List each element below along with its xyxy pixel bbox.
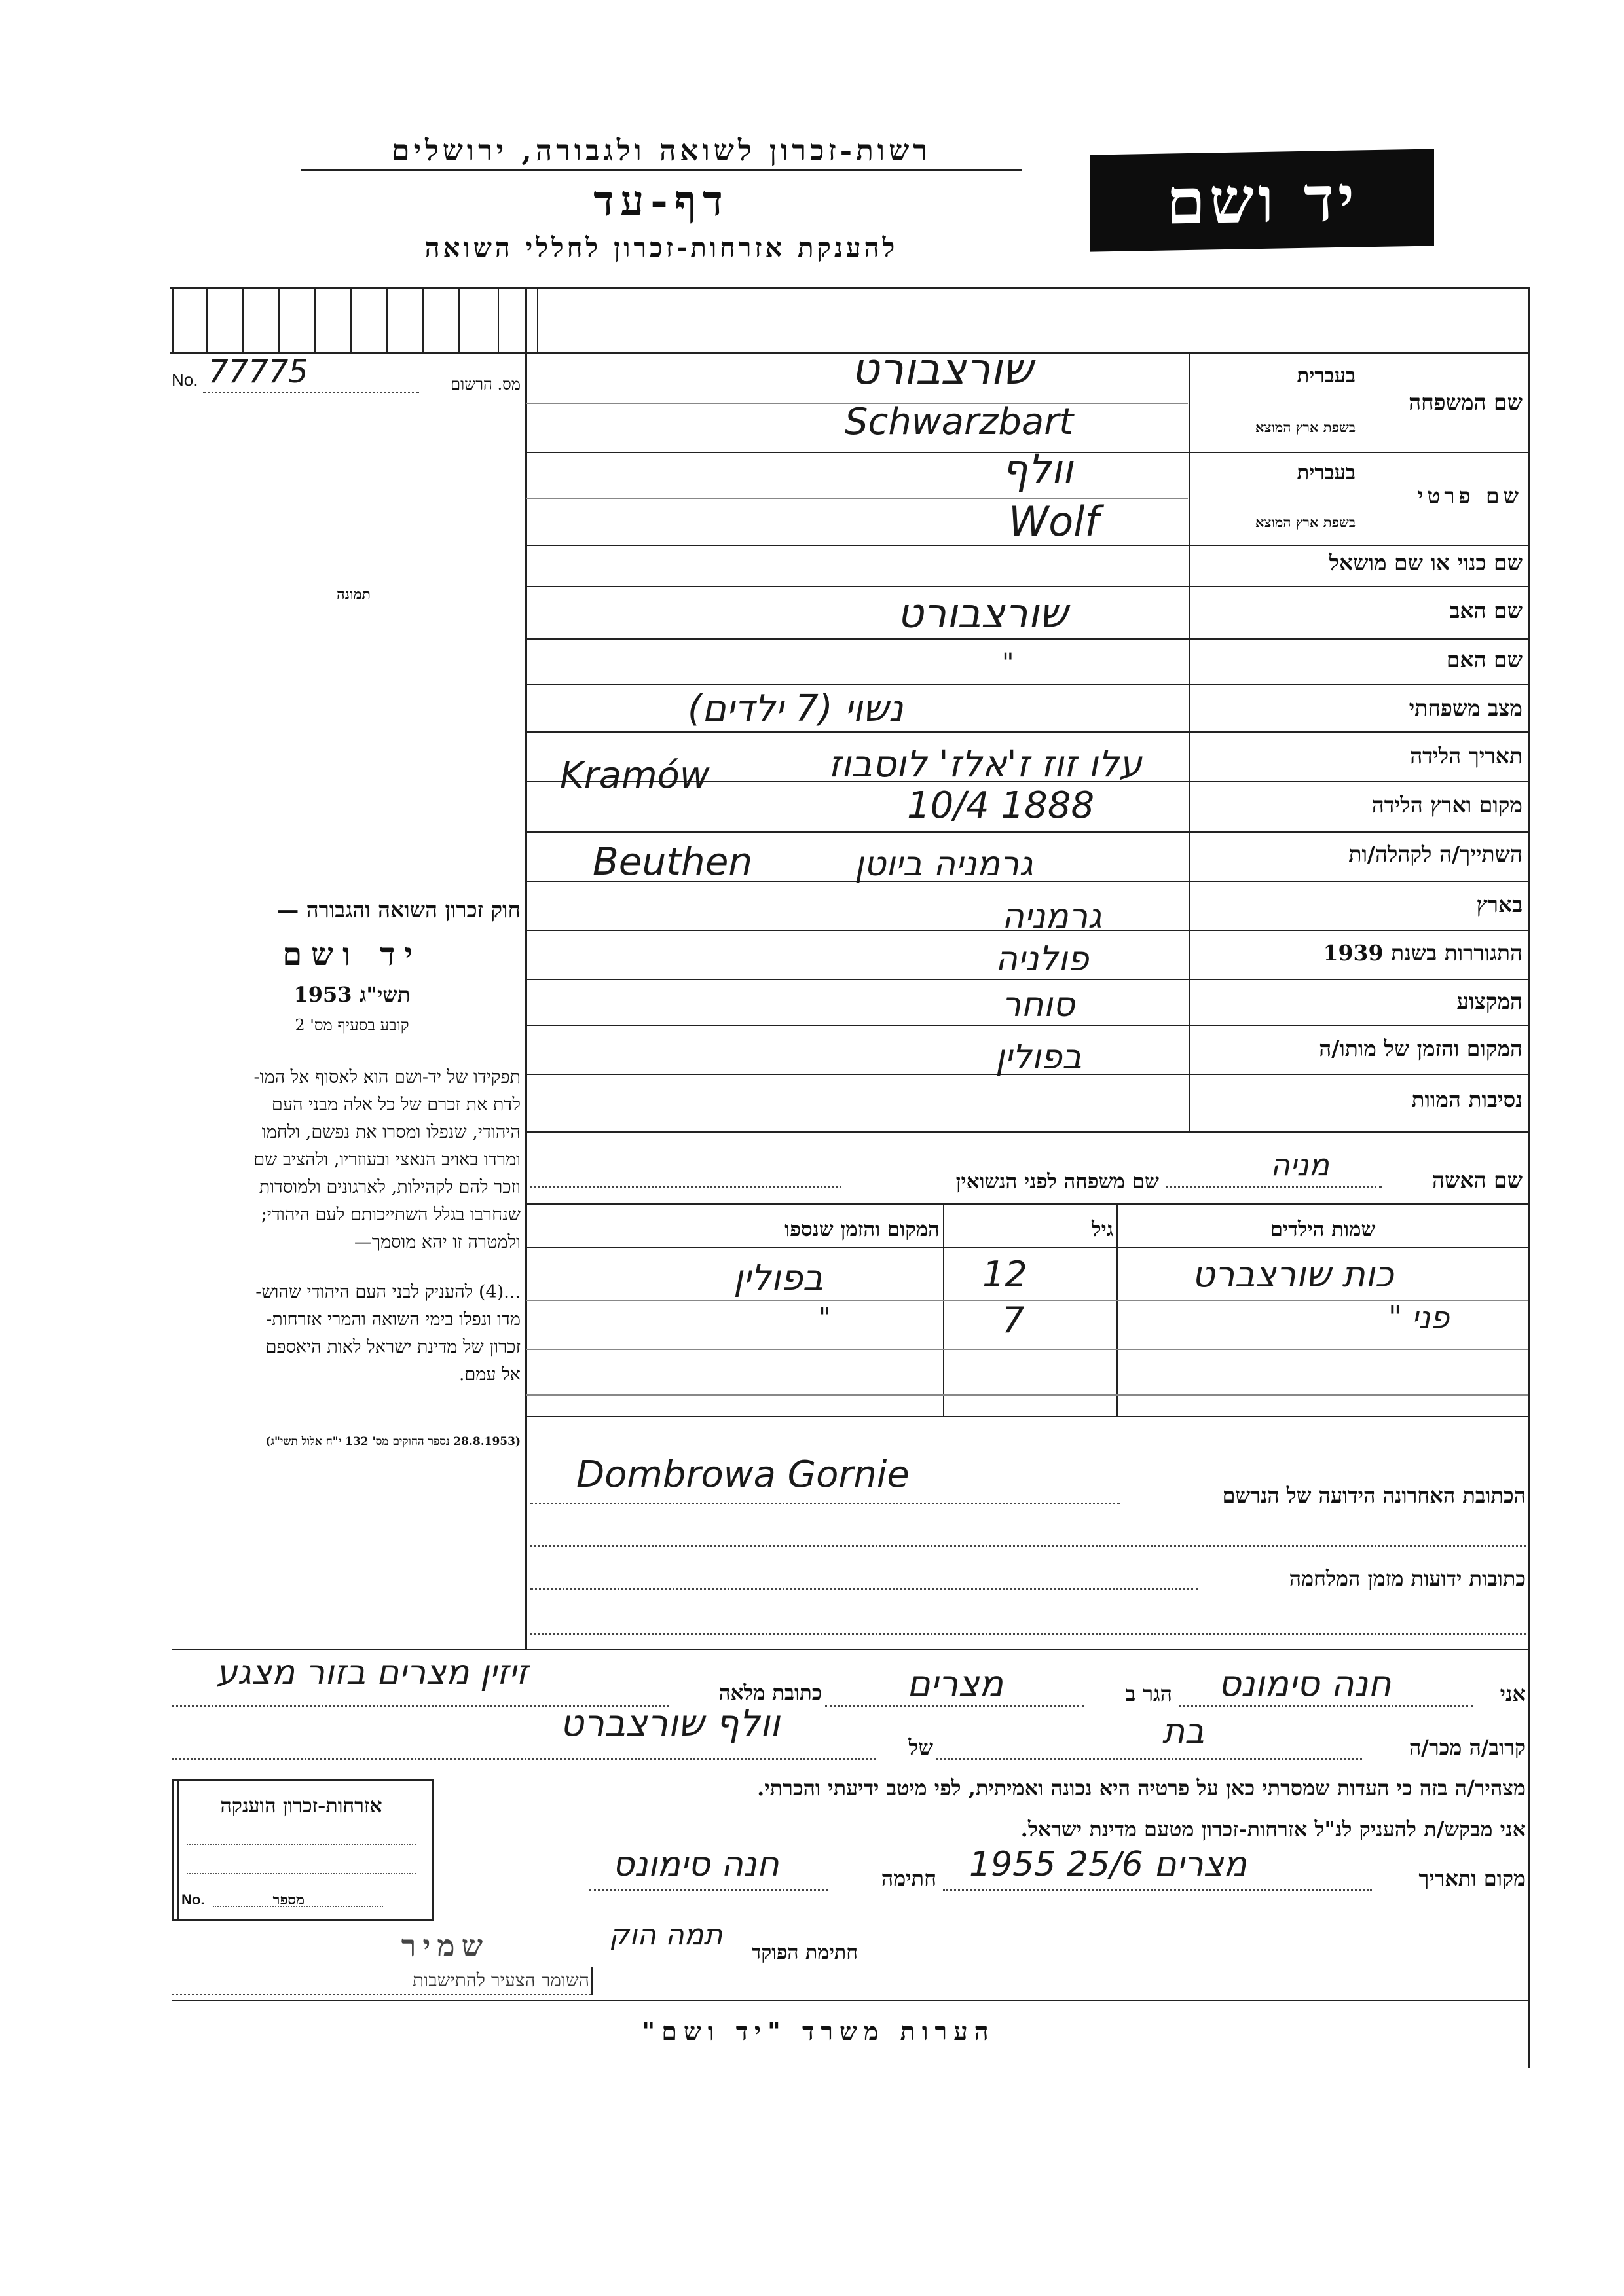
cell-divider xyxy=(206,287,208,352)
yad-vashem-logo xyxy=(1090,149,1434,251)
row-line xyxy=(526,979,1528,980)
cell-divider xyxy=(386,287,388,352)
value-last-address: Dombrowa Gornie xyxy=(576,1453,910,1496)
value-marital: נשוי (7 ילדים) xyxy=(688,687,904,730)
grant-no-prefix: No. xyxy=(181,1891,205,1908)
children-row-line xyxy=(526,1349,1528,1350)
value-community-heb: גרמניה ביוטן xyxy=(855,845,1033,884)
statement-2: אני מבקש/ת להעניק לנ"ל אזרחות-זכרון מטעם מדינת ישראל. xyxy=(1020,1817,1526,1842)
label-wartime: כתובות ידועות מזמן המלחמה xyxy=(1289,1566,1526,1591)
relation-line xyxy=(936,1758,1362,1760)
row-line xyxy=(526,1131,1528,1133)
cell-divider xyxy=(314,287,316,352)
value-place-date: מצרים 25/6 1955 xyxy=(969,1845,1247,1884)
law-section: קובע בסעיף מס' 2 xyxy=(295,1016,409,1034)
value-birth-date: עלו זוז ז'אלז' לוסבוז xyxy=(828,743,1142,786)
law-title: חוק זכרון השואה והגבורה — xyxy=(277,897,521,922)
law-text: ומרדו באויב הנאצי ובעוזריו, ולהציב שם xyxy=(253,1150,521,1170)
grant-line xyxy=(213,1906,383,1907)
law-text: אל עמם. xyxy=(458,1364,521,1385)
value-wife: מניה xyxy=(1270,1147,1330,1182)
value-family-heb: שורצבורט xyxy=(851,344,1033,394)
grant-box xyxy=(172,1779,434,1921)
grant-line xyxy=(187,1873,416,1874)
law-text: תפקידו של יד-ושם הוא לאסוף אל המו- xyxy=(253,1067,521,1087)
reg-no-value: 77775 xyxy=(208,354,308,390)
label-death-place-children: המקום והזמן שנספו xyxy=(784,1218,940,1241)
label-place-date: מקום ותאריך xyxy=(1418,1866,1526,1891)
authority-line: רשות-זכרון לשואה ולגבורה, ירושלים xyxy=(392,134,931,168)
child-name: כות שורצברט xyxy=(1192,1254,1394,1295)
address-line xyxy=(530,1633,1526,1635)
maiden-line xyxy=(530,1186,841,1188)
label-of: של xyxy=(908,1735,933,1760)
form-title: דף-עד xyxy=(593,177,729,226)
law-text: וזכר להם לקהילות, לארגונים ולמוסדות xyxy=(259,1177,521,1197)
label-community: השתייך/ה לקהלה/ות xyxy=(1348,841,1522,867)
label-family-name: שם המשפחה xyxy=(1409,390,1522,415)
law-name: יד ושם xyxy=(282,936,422,973)
row-line xyxy=(526,586,1528,587)
row-line xyxy=(526,638,1528,640)
label-death-circumstances: נסיבות המוות xyxy=(1411,1087,1522,1112)
value-mother: " xyxy=(1002,648,1014,678)
last-address-line xyxy=(530,1503,1120,1504)
value-birth-num: 10/4 1888 xyxy=(907,784,1095,827)
children-row-line xyxy=(526,1300,1528,1301)
i-line xyxy=(1179,1705,1473,1707)
label-death-place-time: המקום והזמן של מותו/ה xyxy=(1319,1036,1522,1061)
value-death-place: בפולין xyxy=(995,1038,1082,1077)
label-birth-place: מקום וארץ הלידה xyxy=(1371,792,1522,818)
reg-no-prefix: No. xyxy=(172,370,198,390)
value-of: וולף שורצברט xyxy=(560,1702,781,1745)
label-maiden: שם משפחה לפני הנשואין xyxy=(955,1170,1159,1194)
label-birth-date: תאריך הלידה xyxy=(1410,743,1522,769)
value-father: שורצבורט xyxy=(897,589,1068,637)
label-mother: שם האם xyxy=(1446,647,1522,672)
value-signature: חנה סימונס xyxy=(612,1845,779,1884)
law-text: זכרון של מדינת ישראל לאות היאספם xyxy=(265,1337,521,1357)
clerk-sig-label: חתימת הפוקד xyxy=(751,1941,858,1964)
law-reference: (28.8.1953 נספר החוקים מס' 132 י"ח אלול תשי"ג) xyxy=(265,1435,521,1448)
value-birth-latin: Kramów xyxy=(560,754,710,797)
value-full-address: זיזין מצרים בזור מצגע xyxy=(216,1653,528,1692)
children-bottom xyxy=(526,1416,1528,1417)
label-i: אני xyxy=(1500,1681,1526,1706)
declaration-top xyxy=(172,1649,1528,1650)
law-text: ...(4) להעניק לבני העם היהודי שהוש- xyxy=(255,1282,521,1302)
label-profession: המקצוע xyxy=(1456,989,1522,1014)
value-first-heb: וולף xyxy=(1002,445,1073,493)
cell-divider xyxy=(537,287,538,352)
photo-label: תמונה xyxy=(337,586,371,603)
law-text: שנחרבו בגלל השתייכותם לעם היהודי; xyxy=(261,1205,521,1225)
of-line xyxy=(172,1758,876,1760)
grant-box-title: אזרחות-זכרון הוענקה xyxy=(220,1795,382,1817)
stamp-line xyxy=(172,1994,591,1995)
footer-top xyxy=(172,2000,1528,2001)
label-children-names: שמות הילדים xyxy=(1270,1218,1376,1241)
statement-1: מצהיר/ה בזה כי העדות שמסרתי כאן על פרטיה היא נכונה ואמיתית, לפי מיטב ידיעתי והכרתי. xyxy=(757,1776,1526,1800)
law-text: ולמטרה זו יהא מוסמך— xyxy=(354,1232,521,1252)
stamp-bracket xyxy=(591,1967,593,1995)
law-text: לדת את זכרם של כל אלה מבני העם xyxy=(271,1095,521,1115)
value-country: גרמניה xyxy=(1002,897,1102,936)
label-origin-lang: בשפת ארץ המוצא xyxy=(1255,514,1356,530)
grant-line xyxy=(187,1844,416,1845)
authority-underline xyxy=(301,169,1022,171)
label-nickname: שם כנוי או שם מושאל xyxy=(1329,550,1522,575)
label-in-hebrew: בעברית xyxy=(1297,364,1356,388)
grant-no-label: מספר xyxy=(272,1891,304,1908)
address-line xyxy=(530,1545,1526,1547)
label-residing: הגר ב xyxy=(1125,1681,1172,1706)
wife-line xyxy=(1166,1186,1382,1188)
label-father: שם האב xyxy=(1449,598,1522,623)
stamp-sub: השומר הצעיר להתישבות xyxy=(412,1969,589,1991)
frame-top xyxy=(170,287,1529,289)
row-line xyxy=(526,731,1528,733)
child-age: 12 xyxy=(982,1254,1027,1295)
label-divider xyxy=(1189,352,1190,1131)
place-date-line xyxy=(943,1889,1372,1891)
child-age: 7 xyxy=(1002,1300,1025,1341)
child-place: " xyxy=(819,1303,831,1333)
residing-line xyxy=(825,1705,1084,1707)
value-relation: בת xyxy=(1162,1712,1205,1751)
label-last-address: הכתובת האחרונה הידועה של הנרשם xyxy=(1222,1483,1526,1508)
label-residence-1939: התגוררות בשנת 1939 xyxy=(1323,940,1522,966)
child-place: בפולין xyxy=(733,1257,824,1298)
child-name: פני " xyxy=(1388,1300,1450,1335)
cell-divider xyxy=(242,287,244,352)
label-full-address: כתובת מלאה xyxy=(718,1681,822,1705)
children-row-line xyxy=(526,1394,1528,1396)
value-family-latin: Schwarzbart xyxy=(845,401,1074,443)
frame-top-2 xyxy=(170,352,1529,354)
reg-no-line xyxy=(203,392,419,393)
value-first-latin: Wolf xyxy=(1008,498,1099,545)
cell-divider xyxy=(458,287,460,352)
cell-divider xyxy=(350,287,352,352)
frame-middle xyxy=(525,287,527,1649)
value-community-latin: Beuthen xyxy=(593,839,753,884)
law-text: היהודי, שנפלו ומסרו את נפשם, ולחמו xyxy=(261,1122,521,1142)
label-marital: מצב משפחתי xyxy=(1409,695,1522,721)
footer-note: הערות משרד "יד ושם" xyxy=(642,2016,995,2046)
label-age: גיל xyxy=(1092,1218,1113,1241)
frame-left xyxy=(172,287,174,352)
row-line xyxy=(526,684,1528,685)
clerk-sig-value: תמה הוק xyxy=(609,1918,723,1952)
row-line xyxy=(526,1203,1528,1205)
value-i: חנה סימונס xyxy=(1218,1663,1392,1704)
label-wife: שם האשה xyxy=(1432,1167,1522,1193)
label-country: בארץ xyxy=(1476,892,1522,917)
label-signature: חתימה xyxy=(881,1866,936,1891)
label-in-hebrew: בעברית xyxy=(1297,461,1356,484)
value-residing: מצרים xyxy=(907,1663,1004,1704)
label-first-name: שם פרטי xyxy=(1417,483,1522,509)
children-header-line xyxy=(526,1247,1528,1248)
cell-divider xyxy=(498,287,499,352)
form-subtitle: להענקת אזרחות-זכרון לחללי השואה xyxy=(424,232,898,263)
logo-text: יד ושם xyxy=(1166,161,1359,239)
law-text: מדו ונפלו בימי השואה והמרי אזרחות- xyxy=(266,1309,521,1330)
label-origin-lang: בשפת ארץ המוצא xyxy=(1255,419,1356,435)
wartime-line xyxy=(530,1588,1198,1590)
reg-no-label: מס. הרשום xyxy=(451,375,521,393)
cell-divider xyxy=(278,287,280,352)
row-line xyxy=(526,831,1528,833)
law-year: תשי"ג 1953 xyxy=(293,982,411,1007)
label-relation: קרוב/ה מכר/ה xyxy=(1409,1735,1526,1760)
frame-right xyxy=(1528,287,1530,2068)
signature-line xyxy=(589,1889,828,1891)
children-col-divider xyxy=(943,1205,944,1417)
children-col-divider xyxy=(1116,1205,1118,1417)
value-residence-1939: פולניה xyxy=(995,939,1089,979)
row-line xyxy=(526,1025,1528,1026)
value-profession: סוחר xyxy=(1002,985,1075,1025)
stamp-text: שמיר xyxy=(401,1928,490,1963)
cell-divider xyxy=(422,287,424,352)
grant-box-inner-border xyxy=(177,1781,179,1919)
